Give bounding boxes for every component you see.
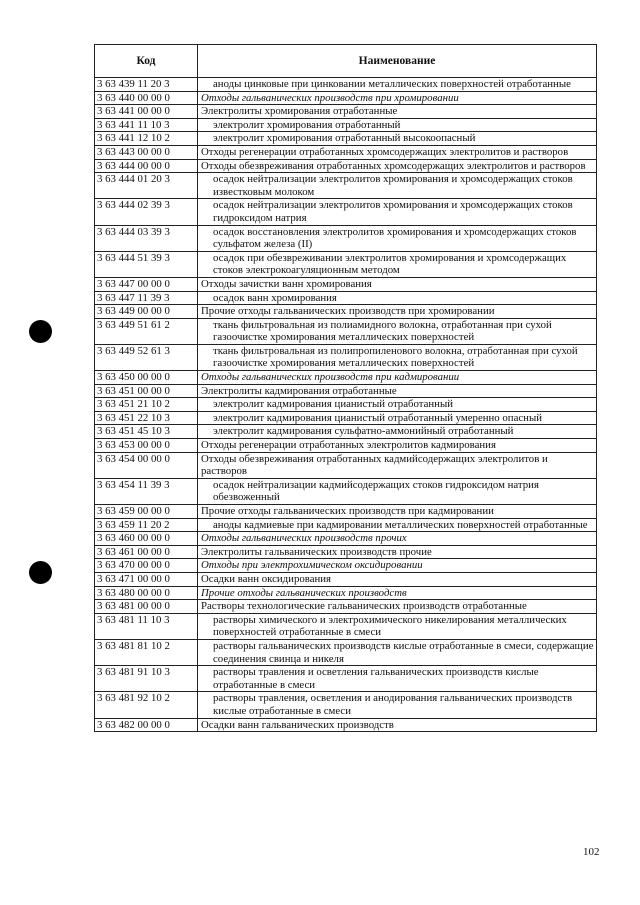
table-row xyxy=(95,159,597,173)
code-cell: 3 63 439 11 20 3 xyxy=(95,78,198,92)
punch-hole-top xyxy=(29,320,52,343)
table-row xyxy=(95,425,597,439)
punch-hole-bottom xyxy=(29,561,52,584)
name-cell: Отходы обезвреживания отработанных хромсодержащих электролитов и растворов xyxy=(198,159,597,173)
code-cell: 3 63 449 00 00 0 xyxy=(95,305,198,319)
code-cell: 3 63 480 00 00 0 xyxy=(95,586,198,600)
name-cell: Прочие отходы гальванических производств xyxy=(198,586,597,600)
code-cell: 3 63 454 11 39 3 xyxy=(95,478,198,504)
code-cell: 3 63 441 11 10 3 xyxy=(95,118,198,132)
table-row xyxy=(95,91,597,105)
table-row xyxy=(95,586,597,600)
table-row xyxy=(95,132,597,146)
code-cell: 3 63 481 81 10 2 xyxy=(95,639,198,665)
name-cell: растворы химического и электрохимического никелирования металлических поверхностей отработанные в смеси xyxy=(198,613,597,639)
code-cell: 3 63 441 00 00 0 xyxy=(95,105,198,119)
code-cell: 3 63 447 11 39 3 xyxy=(95,291,198,305)
name-cell: ткань фильтровальная из полиамидного волокна, отработанная при сухой газоочистке хромирования металлических поверхностей xyxy=(198,318,597,344)
code-cell: 3 63 481 91 10 3 xyxy=(95,666,198,692)
code-cell: 3 63 440 00 00 0 xyxy=(95,91,198,105)
name-cell: осадок ванн хромирования xyxy=(198,291,597,305)
code-cell: 3 63 470 00 00 0 xyxy=(95,559,198,573)
code-cell: 3 63 482 00 00 0 xyxy=(95,718,198,732)
table-row xyxy=(95,545,597,559)
table-row xyxy=(95,225,597,251)
table-row xyxy=(95,291,597,305)
code-cell: 3 63 461 00 00 0 xyxy=(95,545,198,559)
code-cell: 3 63 444 01 20 3 xyxy=(95,173,198,199)
table-row xyxy=(95,251,597,277)
code-cell: 3 63 447 00 00 0 xyxy=(95,277,198,291)
table-row xyxy=(95,344,597,370)
code-cell: 3 63 450 00 00 0 xyxy=(95,371,198,385)
code-cell: 3 63 481 11 10 3 xyxy=(95,613,198,639)
code-cell: 3 63 451 22 10 3 xyxy=(95,411,198,425)
table-row xyxy=(95,439,597,453)
table-row xyxy=(95,452,597,478)
name-cell: растворы травления и осветления гальванических производств кислые отработанные в смеси xyxy=(198,666,597,692)
code-cell: 3 63 481 92 10 2 xyxy=(95,692,198,718)
table-row xyxy=(95,318,597,344)
name-cell: осадок нейтрализации электролитов хромирования и хромсодержащих стоков известковым молоком xyxy=(198,173,597,199)
code-cell: 3 63 451 21 10 2 xyxy=(95,398,198,412)
table-row xyxy=(95,666,597,692)
name-cell: Отходы гальванических производств при хромировании xyxy=(198,91,597,105)
name-cell: Прочие отходы гальванических производств при хромировании xyxy=(198,305,597,319)
name-cell: аноды кадмиевые при кадмировании металлических поверхностей отработанные xyxy=(198,518,597,532)
table-row xyxy=(95,398,597,412)
name-cell: растворы гальванических производств кислые отработанные в смеси, содержащие соединения свинца и никеля xyxy=(198,639,597,665)
code-cell: 3 63 444 02 39 3 xyxy=(95,199,198,225)
table-row xyxy=(95,572,597,586)
name-cell: осадок при обезвреживании электролитов хромирования и хромсодержащих стоков электрокоагуляционным методом xyxy=(198,251,597,277)
page-number: 102 xyxy=(583,846,600,858)
name-cell: электролит хромирования отработанный высокоопасный xyxy=(198,132,597,146)
table-row xyxy=(95,478,597,504)
table-row xyxy=(95,305,597,319)
name-cell: растворы травления, осветления и анодирования гальванических производств кислые отработанные в смеси xyxy=(198,692,597,718)
name-column-header: Наименование xyxy=(198,45,597,78)
table-header-row xyxy=(95,45,597,78)
code-cell: 3 63 443 00 00 0 xyxy=(95,145,198,159)
name-cell: Растворы технологические гальванических производств отработанные xyxy=(198,600,597,614)
name-cell: Электролиты хромирования отработанные xyxy=(198,105,597,119)
code-cell: 3 63 444 00 00 0 xyxy=(95,159,198,173)
name-cell: ткань фильтровальная из полипропиленового волокна, отработанная при сухой газоочистке хромирования металлических поверхностей xyxy=(198,344,597,370)
name-cell: электролит кадмирования сульфатно-аммонийный отработанный xyxy=(198,425,597,439)
table-row xyxy=(95,600,597,614)
name-cell: осадок нейтрализации кадмийсодержащих стоков гидроксидом натрия обезвоженный xyxy=(198,478,597,504)
table-row xyxy=(95,173,597,199)
name-cell: осадок восстановления электролитов хромирования и хромсодержащих стоков сульфатом железа (II) xyxy=(198,225,597,251)
table-row xyxy=(95,384,597,398)
name-cell: Осадки ванн оксидирования xyxy=(198,572,597,586)
name-cell: Отходы гальванических производств прочих xyxy=(198,532,597,546)
table-row xyxy=(95,532,597,546)
code-cell: 3 63 481 00 00 0 xyxy=(95,600,198,614)
table-row xyxy=(95,613,597,639)
table-body xyxy=(95,78,597,732)
code-cell: 3 63 449 52 61 3 xyxy=(95,344,198,370)
code-cell: 3 63 451 45 10 3 xyxy=(95,425,198,439)
table-row xyxy=(95,505,597,519)
name-cell: Электролиты гальванических производств прочие xyxy=(198,545,597,559)
name-cell: Отходы регенерации отработанных электролитов кадмирования xyxy=(198,439,597,453)
table-row xyxy=(95,277,597,291)
table-row xyxy=(95,371,597,385)
table-row xyxy=(95,518,597,532)
code-cell: 3 63 454 00 00 0 xyxy=(95,452,198,478)
code-cell: 3 63 459 00 00 0 xyxy=(95,505,198,519)
code-cell: 3 63 471 00 00 0 xyxy=(95,572,198,586)
table-row xyxy=(95,639,597,665)
table-row xyxy=(95,105,597,119)
code-cell: 3 63 444 03 39 3 xyxy=(95,225,198,251)
table-row xyxy=(95,411,597,425)
code-cell: 3 63 453 00 00 0 xyxy=(95,439,198,453)
name-cell: осадок нейтрализации электролитов хромирования и хромсодержащих стоков гидроксидом натрия xyxy=(198,199,597,225)
name-cell: аноды цинковые при цинковании металлических поверхностей отработанные xyxy=(198,78,597,92)
code-cell: 3 63 459 11 20 2 xyxy=(95,518,198,532)
code-cell: 3 63 441 12 10 2 xyxy=(95,132,198,146)
name-cell: Прочие отходы гальванических производств при кадмировании xyxy=(198,505,597,519)
code-cell: 3 63 451 00 00 0 xyxy=(95,384,198,398)
name-cell: электролит кадмирования цианистый отработанный умеренно опасный xyxy=(198,411,597,425)
code-cell: 3 63 460 00 00 0 xyxy=(95,532,198,546)
name-cell: электролит кадмирования цианистый отработанный xyxy=(198,398,597,412)
table-row xyxy=(95,78,597,92)
code-cell: 3 63 449 51 61 2 xyxy=(95,318,198,344)
table-row xyxy=(95,559,597,573)
code-column-header: Код xyxy=(95,45,198,78)
table-row xyxy=(95,199,597,225)
name-cell: Отходы зачистки ванн хромирования xyxy=(198,277,597,291)
name-cell: Отходы при электрохимическом оксидировании xyxy=(198,559,597,573)
name-cell: Отходы обезвреживания отработанных кадмийсодержащих электролитов и растворов xyxy=(198,452,597,478)
table-row xyxy=(95,145,597,159)
waste-codes-table xyxy=(94,44,597,732)
name-cell: Отходы гальванических производств при кадмировании xyxy=(198,371,597,385)
table-row xyxy=(95,692,597,718)
name-cell: Электролиты кадмирования отработанные xyxy=(198,384,597,398)
code-cell: 3 63 444 51 39 3 xyxy=(95,251,198,277)
name-cell: Отходы регенерации отработанных хромсодержащих электролитов и растворов xyxy=(198,145,597,159)
name-cell: Осадки ванн гальванических производств xyxy=(198,718,597,732)
table-row xyxy=(95,718,597,732)
table-row xyxy=(95,118,597,132)
name-cell: электролит хромирования отработанный xyxy=(198,118,597,132)
